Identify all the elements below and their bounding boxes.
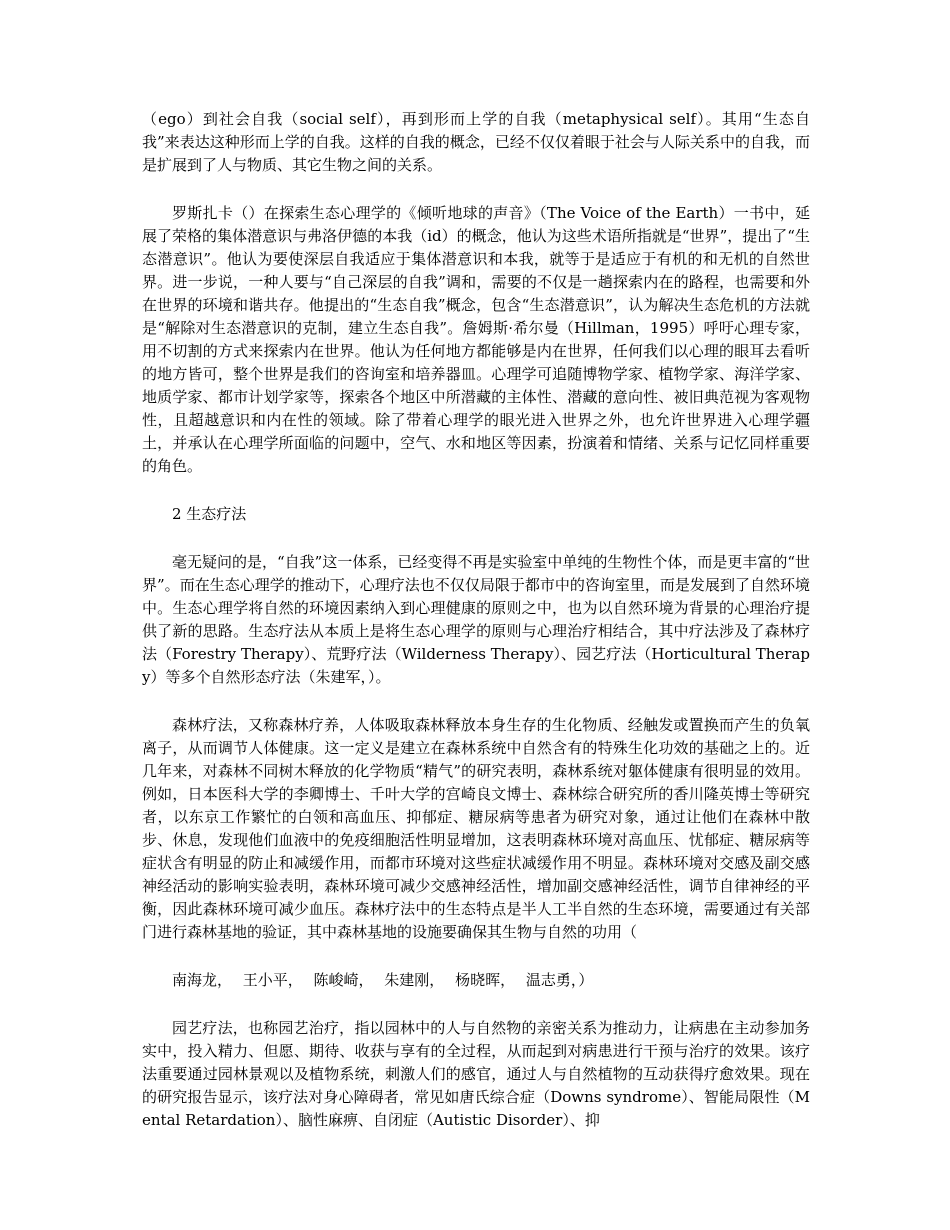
document-page [142,108,810,1157]
paragraph-ecological-self: （ego）到社会自我（social self），再到形而上学的自我（metaphysical self）。其用“生态自我”来表达这种形而上学的自我。这样的自我的概念，已经不仅仅着眼于社会与人际关系中的自我，而是扩展到了人与物质、其它生物之间的关系。 [142,110,810,174]
paragraph-roszak: 罗斯扎卡（）在探索生态心理学的《倾听地球的声音》（The Voice of the Earth）一书中，延展了荣格的集体潜意识与弗洛伊德的本我（id）的概念，他认为这些术语所指就是“世界”，提出了“生态潜意识”。他认为要使深层自我适应于集体潜意识和本我，就等于是适应于有机的和无机的自然世界。进一步说，一种人要与“自己深层的自我”调和，需要的不仅是一趟探索内在的路程，也需要和外在世界的环境和谐共存。他提出的“生态自我”概念，包含“生态潜意识”，认为解决生态危机的方法就是“解除对生态潜意识的克制，建立生态自我”。詹姆斯·希尔曼（Hillman，1995）呼吁心理专家，用不切割的方式来探索内在世界。他认为任何地方都能够是内在世界，任何我们以心理的眼耳去看听的地方皆可，整个世界是我们的咨询室和培养器皿。心理学可追随博物学家、植物学家、海洋学家、地质学家、都市计划学家等，探索各个地区中所潜藏的主体性、潜藏的意向性、被旧典范视为客观物性，且超越意识和内在性的领域。除了带着心理学的眼光进入世界之外，也允许世界进入心理学疆土，并承认在心理学所面临的问题中，空气、水和地区等因素，扮演着和情绪、关系与记忆同样重要的角色。 [142,204,810,475]
paragraph-forest-therapy: 森林疗法，又称森林疗养，人体吸取森林释放本身生存的生化物质、经触发或置换而产生的负氧离子，从而调节人体健康。这一定义是建立在森林系统中自然含有的特殊生化功效的基础之上的。近几年来，对森林不同树木释放的化学物质“精气”的研究表明，森林系统对躯体健康有很明显的效用。例如，日本医科大学的李卿博士、千叶大学的宫崎良文博士、森林综合研究所的香川隆英博士等研究者，以东京工作繁忙的白领和高血压、抑郁症、糖尿病等患者为研究对象，通过让他们在森林中散步、休息，发现他们血液中的免疫细胞活性明显增加，这表明森林环境对高血压、忧郁症、糖尿病等症状含有明显的防止和减缓作用，而都市环境对这些症状减缓作用不明显。森林环境对交感及副交感神经活动的影响实验表明，森林环境可减少交感神经活性，增加副交感神经活性，调节自律神经的平衡，因此森林环境可减少血压。森林疗法中的生态特点是半人工半自然的生态环境，需要通过有关部门进行森林基地的验证，其中森林基地的设施要确保其生物与自然的功用（ [142,716,810,941]
paragraph-horticultural-therapy: 园艺疗法，也称园艺治疗，指以园林中的人与自然物的亲密关系为推动力，让病患在主动参加务实中，投入精力、但愿、期待、收获与享有的全过程，从而起到对病患进行干预与治疗的效果。该疗法重要通过园林景观以及植物系统，刺激人们的感官，通过人与自然植物的互动获得疗愈效果。现在的研究报告显示，该疗法对身心障碍者，常见如唐氏综合症（Downs syndrome）、智能局限性（Mental Retardation）、脑性麻痹、自闭症（Autistic Disorder）、抑 [142,1019,810,1129]
citation-authors: 南海龙， 王小平， 陈峻崎， 朱建刚， 杨晓晖， 温志勇，） [172,971,594,989]
section-heading-ecotherapy: 2 生态疗法 [172,505,247,523]
paragraph-ecotherapy-intro: 毫无疑问的是，“自我”这一体系，已经变得不再是实验室中单纯的生物性个体，而是更丰富的“世界”。而在生态心理学的推动下，心理疗法也不仅仅局限于都市中的咨询室里，而是发展到了自然环境中。生态心理学将自然的环境因素纳入到心理健康的原则之中，也为以自然环境为背景的心理治疗提供了新的思路。生态疗法从本质上是将生态心理学的原则与心理治疗相结合，其中疗法涉及了森林疗法（Forestry Therapy）、荒野疗法（Wilderness Therapy）、园艺疗法（Horticultural Therapy）等多个自然形态疗法（朱建军，）。 [142,553,811,686]
